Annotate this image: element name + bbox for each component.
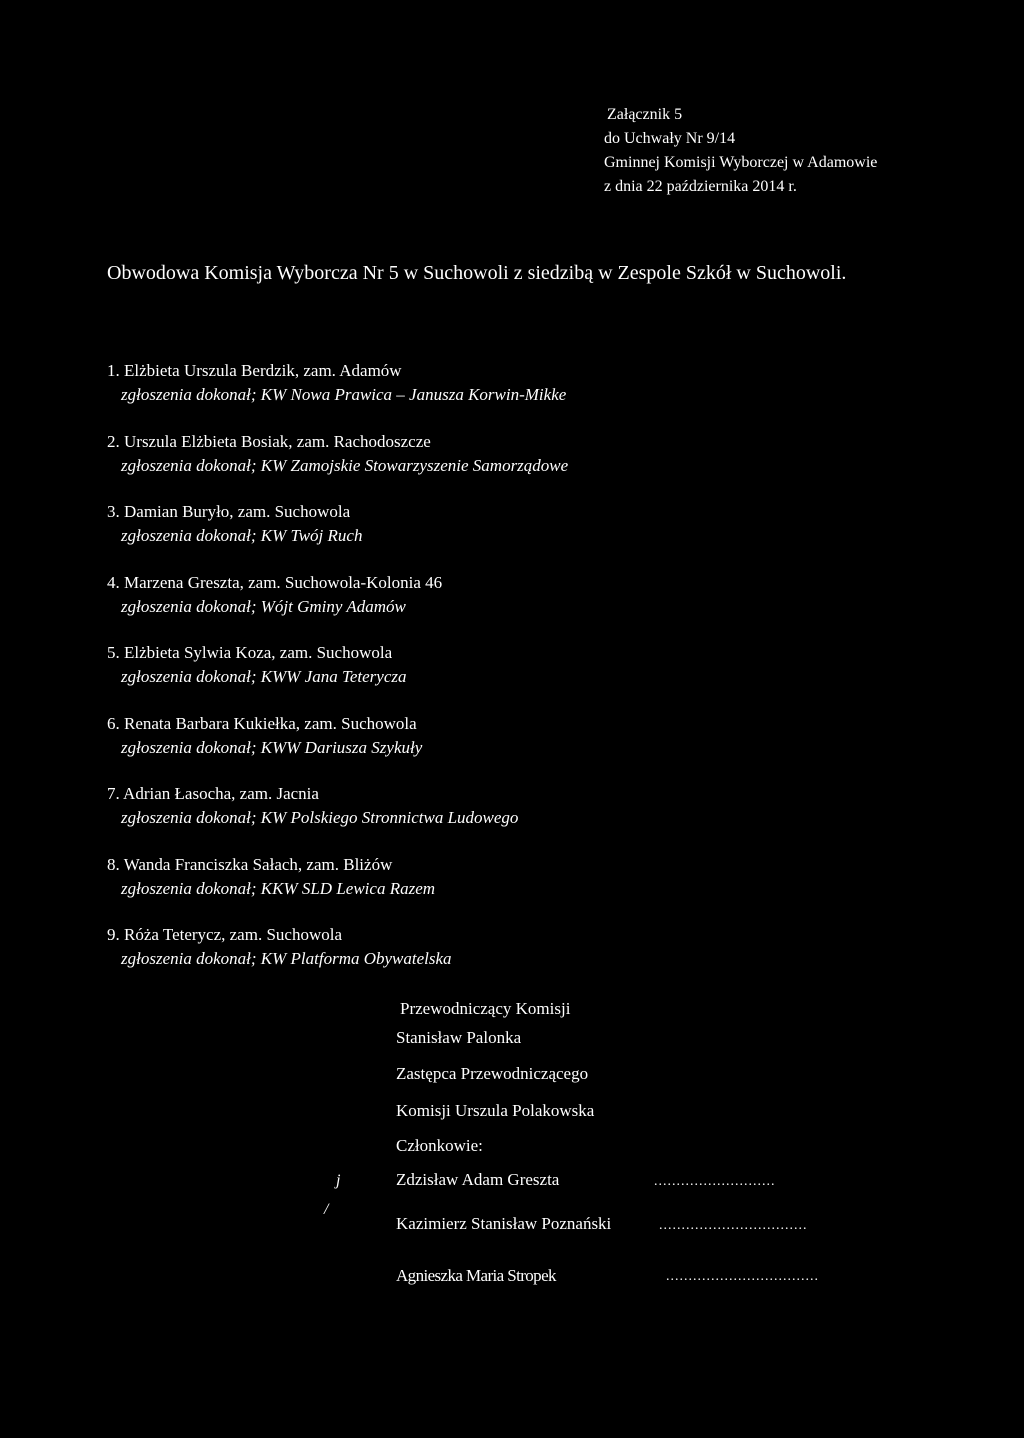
list-item [107, 712, 927, 783]
list-item [107, 641, 927, 712]
chair-title: Przewodniczący Komisji [400, 999, 571, 1018]
annex-resolution: do Uchwały Nr 9/14 [604, 130, 736, 147]
signature-dots-2: ................................. [659, 1218, 808, 1233]
member-name: 9. Róża Teterycz, zam. Suchowola [107, 925, 342, 944]
annex-header [604, 103, 877, 199]
member-name: 3. Damian Buryło, zam. Suchowola [107, 502, 351, 521]
signature-mark: j [336, 1172, 341, 1189]
annex-commission: Gminnej Komisji Wyborczej w Adamowie [604, 154, 878, 171]
member-nominator: zgłoszenia dokonał; Wójt Gminy Adamów [121, 596, 406, 616]
member-signature-3: Agnieszka Maria Stropek [396, 1266, 556, 1285]
member-nominator: zgłoszenia dokonał; KW Twój Ruch [121, 526, 363, 545]
member-signature-2: Kazimierz Stanisław Poznański [396, 1214, 612, 1233]
document-title: Obwodowa Komisja Wyborcza Nr 5 w Suchowoli z siedzibą w Zespole Szkół w Suchowoli. [107, 262, 847, 284]
signature-dots-1: ........................... [654, 1174, 776, 1189]
member-name: 6. Renata Barbara Kukiełka, zam. Suchowola [107, 713, 417, 733]
member-nominator: zgłoszenia dokonał; KWW Jana Teterycza [121, 667, 407, 686]
member-nominator: zgłoszenia dokonał; KW Nowa Prawica – Janusza Korwin-Mikke [121, 385, 567, 404]
members-label: Członkowie: [396, 1136, 483, 1155]
member-name: 4. Marzena Greszta, zam. Suchowola-Kolonia 46 [107, 572, 443, 592]
member-name: 1. Elżbieta Urszula Berdzik, zam. Adamów [107, 361, 402, 380]
signature-dots-3: .................................. [666, 1269, 819, 1284]
member-nominator: zgłoszenia dokonał; KWW Dariusza Szykuły [121, 737, 423, 757]
signature-mark: / [324, 1201, 329, 1218]
list-item [107, 359, 927, 430]
list-item [107, 571, 927, 642]
member-name: 2. Urszula Elżbieta Bosiak, zam. Rachodoszcze [107, 431, 431, 451]
list-item [107, 782, 927, 853]
member-signature-1: Zdzisław Adam Greszta [396, 1170, 560, 1189]
member-nominator: zgłoszenia dokonał; KW Platforma Obywatelska [121, 949, 452, 968]
members-list [107, 359, 927, 994]
list-item [107, 430, 927, 501]
member-nominator: zgłoszenia dokonał; KKW SLD Lewica Razem [121, 878, 436, 898]
annex-number: Załącznik 5 [607, 106, 683, 123]
member-name: 5. Elżbieta Sylwia Koza, zam. Suchowola [107, 643, 393, 662]
deputy-title: Zastępca Przewodniczącego [396, 1064, 589, 1083]
deputy-name: Komisji Urszula Polakowska [396, 1101, 595, 1120]
member-nominator: zgłoszenia dokonał; KW Zamojskie Stowarzyszenie Samorządowe [121, 455, 569, 475]
list-item [107, 853, 927, 924]
chair-name: Stanisław Palonka [396, 1028, 522, 1047]
list-item [107, 500, 927, 571]
member-name: 7. Adrian Łasocha, zam. Jacnia [107, 784, 319, 803]
member-name: 8. Wanda Franciszka Sałach, zam. Bliżów [107, 854, 393, 874]
member-nominator: zgłoszenia dokonał; KW Polskiego Stronnictwa Ludowego [121, 808, 519, 827]
list-item [107, 923, 927, 994]
annex-date: z dnia 22 października 2014 r. [604, 178, 797, 195]
